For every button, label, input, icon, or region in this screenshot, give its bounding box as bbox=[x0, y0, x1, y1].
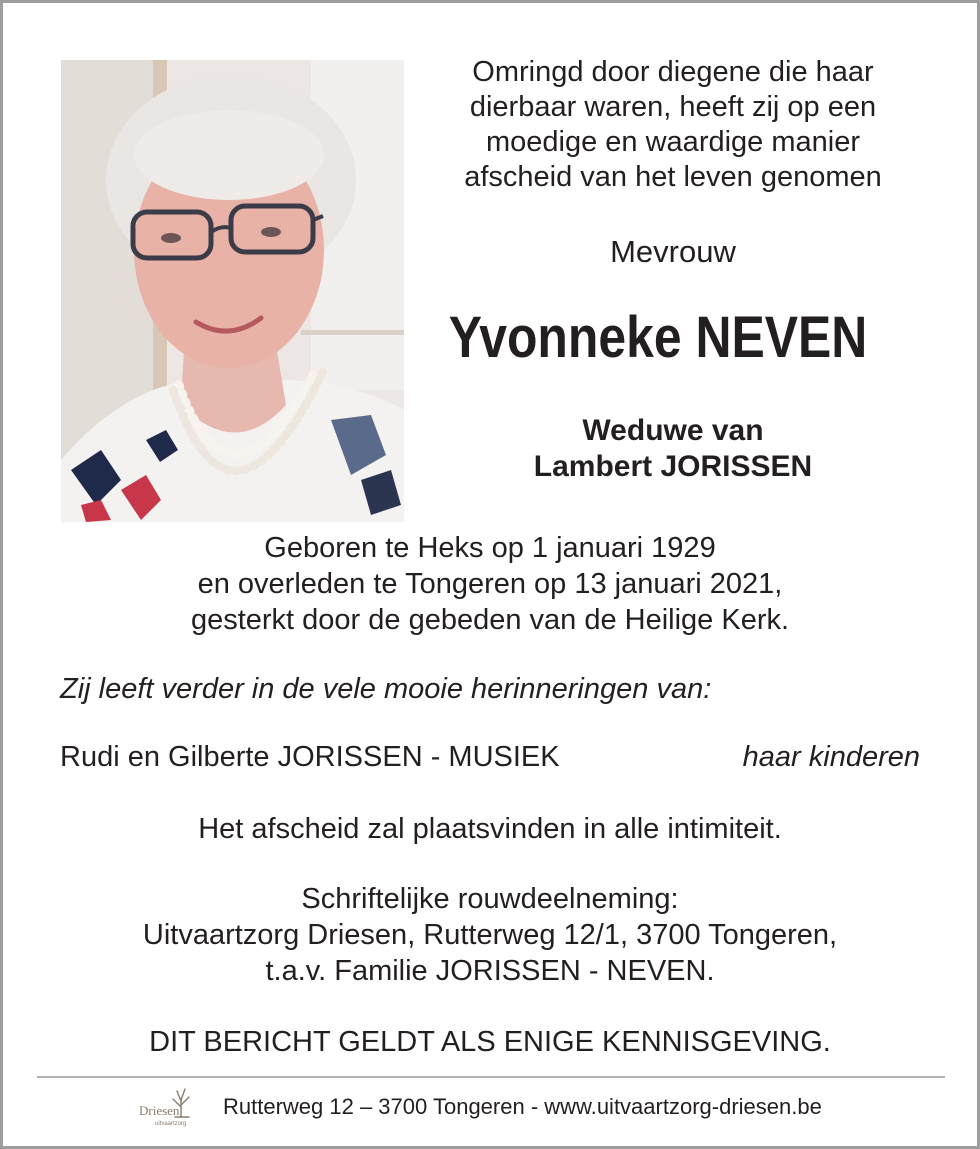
logo-text: Driesen bbox=[139, 1103, 180, 1118]
farewell-text: Het afscheid zal plaatsvinden in alle intimiteit. bbox=[198, 813, 782, 845]
condolence-block bbox=[3, 881, 977, 989]
family-names: Rudi en Gilberte JORISSEN - MUSIEK bbox=[60, 741, 560, 773]
life-details bbox=[3, 530, 977, 638]
condolence-line: Schriftelijke rouwdeelneming: bbox=[301, 883, 679, 915]
life-line: gesterkt door de gebeden van de Heilige Kerk. bbox=[190, 604, 790, 636]
life-line: Geboren te Heks op 1 januari 1929 bbox=[264, 532, 716, 564]
portrait-illustration bbox=[61, 60, 404, 522]
intro-line: Omringd door diegene die haar bbox=[472, 56, 874, 88]
intro-text bbox=[423, 55, 923, 195]
footer-divider bbox=[37, 1076, 945, 1078]
spouse-line-2: Lambert JORISSEN bbox=[533, 450, 813, 483]
intro-line: afscheid van het leven genomen bbox=[464, 161, 882, 193]
intro-line: dierbaar waren, heeft zij op een bbox=[469, 91, 877, 123]
logo-subtext: uitvaartzorg bbox=[155, 1121, 187, 1127]
notice-text: DIT BERICHT GELDT ALS ENIGE KENNISGEVING. bbox=[149, 1026, 831, 1058]
footer-address: Rutterweg 12 – 3700 Tongeren - www.uitvaartzorg-driesen.be bbox=[223, 1094, 822, 1119]
memories-intro: Zij leeft verder in de vele mooie herinneringen van: bbox=[60, 673, 712, 705]
condolence-line: t.a.v. Familie JORISSEN - NEVEN. bbox=[265, 955, 715, 987]
deceased-name: Yvonneke NEVEN bbox=[448, 305, 868, 370]
honorific: Mevrouw bbox=[610, 234, 736, 269]
spouse-block bbox=[423, 413, 923, 485]
funeral-home-logo bbox=[135, 1083, 207, 1131]
tree-icon bbox=[135, 1083, 207, 1131]
family-relation: haar kinderen bbox=[742, 741, 920, 773]
condolence-line: Uitvaartzorg Driesen, Rutterweg 12/1, 3700 Tongeren, bbox=[142, 919, 838, 951]
portrait-photo bbox=[61, 60, 404, 522]
spouse-line-1: Weduwe van bbox=[582, 414, 764, 447]
intro-line: moedige en waardige manier bbox=[486, 126, 860, 158]
life-line: en overleden te Tongeren op 13 januari 2021, bbox=[197, 568, 783, 600]
